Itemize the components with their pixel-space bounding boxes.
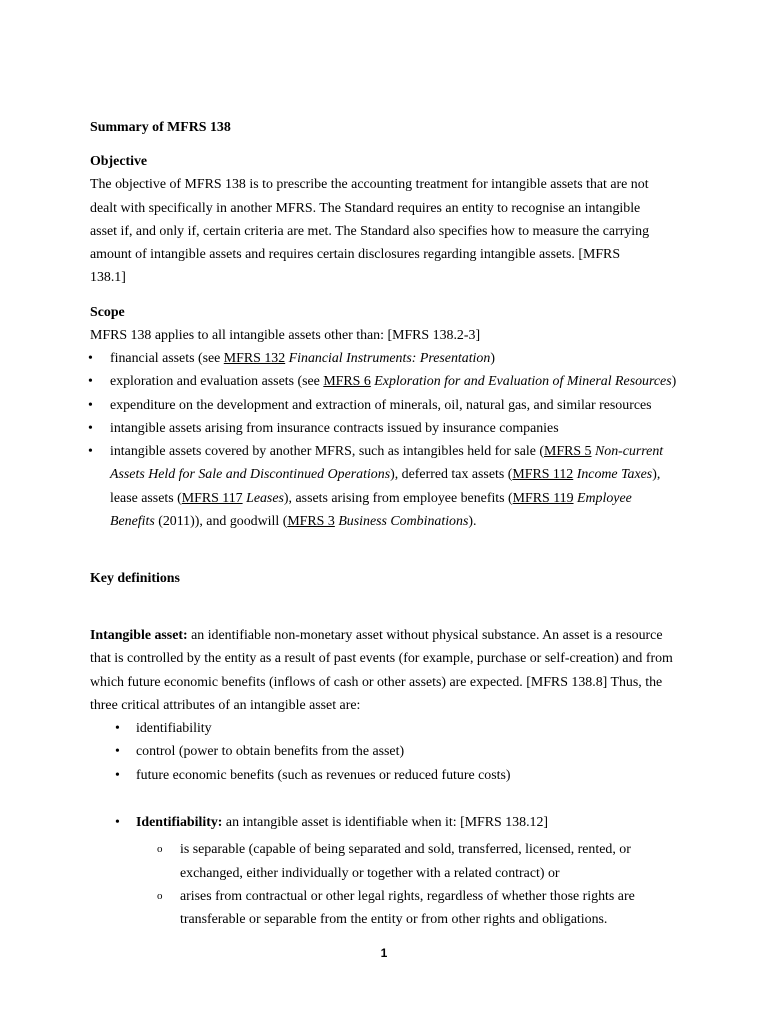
identifiability-section (0, 811, 680, 931)
scope-exclusions-list (0, 347, 680, 533)
mfrs-117-link[interactable]: MFRS 117 (181, 490, 243, 506)
bullet-icon: • (88, 351, 93, 366)
scope-section (90, 301, 680, 348)
mfrs-3-link[interactable]: MFRS 3 (287, 514, 335, 530)
scope-heading: Scope (90, 305, 125, 320)
list-item: o arises from contractual or other legal rights, regardless of whether those rights are transferable or separable from the entity or from other rights and obligations. (0, 885, 640, 932)
key-definitions-heading: Key definitions (90, 571, 180, 586)
objective-heading: Objective (90, 154, 148, 169)
list-item: • financial assets (see MFRS 132 Financial Instruments: Presentation) (0, 347, 680, 370)
objective-text: The objective of MFRS 138 is to prescribe the accounting treatment for intangible assets that are not dealt with specifically in another MFRS. The Standard requires an entity to recognise an intangible asset if, and only if, certain criteria are met. The Standard also specifies how to measure the carrying amount of intangible assets and requires certain disclosures regarding intangible assets. [MFRS 138.1] (90, 177, 650, 286)
bullet-icon: • (115, 815, 120, 830)
circle-bullet-icon: o (157, 889, 163, 902)
list-item: • intangible assets covered by another MFRS, such as intangibles held for sale (MFRS 5 Non-current Assets Held for Sale and Discontinued Operations), deferred tax assets (MFRS 112 Income Taxes), lease assets (MFRS 117 Leases), assets arising from employee benefits (MFRS 119 Employee Benefits (2011)), and goodwill (MFRS 3 Business Combinations). (0, 440, 670, 533)
bullet-icon: • (115, 721, 120, 736)
list-item: o is separable (capable of being separated and sold, transferred, licensed, rented, or exchanged, either individually or together with a related contract) or (0, 838, 640, 885)
circle-bullet-icon: o (157, 843, 163, 856)
bullet-icon: • (115, 744, 120, 760)
attributes-list (0, 717, 680, 787)
mfrs-5-link[interactable]: MFRS 5 (544, 444, 592, 460)
mfrs-132-link[interactable]: MFRS 132 (223, 351, 286, 366)
objective-section (90, 150, 680, 290)
bullet-icon: • (88, 397, 93, 413)
list-item: • identifiability (0, 717, 680, 740)
bullet-icon: • (115, 767, 120, 783)
bullet-icon: • (88, 444, 93, 460)
list-item: • Identifiability: an intangible asset is identifiable when it: [MFRS 138.12] (0, 811, 680, 834)
mfrs-112-link[interactable]: MFRS 112 (512, 467, 574, 483)
mfrs-6-link[interactable]: MFRS 6 (323, 374, 371, 390)
document-title: Summary of MFRS 138 (90, 120, 231, 135)
bullet-icon: • (88, 420, 93, 436)
bullet-icon: • (88, 374, 93, 390)
intangible-asset-definition: Intangible asset: an identifiable non-monetary asset without physical substance. An asset is a resource that is controlled by the entity as a result of past events (for example, purchase or self-creation) and from which future economic benefits (inflows of cash or other assets) are expected. [MFRS 138.8] Thus, the three critical attributes of an intangible asset are: (90, 628, 673, 713)
scope-intro: MFRS 138 applies to all intangible assets other than: [MFRS 138.2-3] (90, 328, 481, 344)
list-item: • expenditure on the development and extraction of minerals, oil, natural gas, and similar resources (0, 394, 680, 417)
list-item: • intangible assets arising from insurance contracts issued by insurance companies (0, 417, 680, 440)
page-number: 1 (380, 946, 388, 960)
mfrs-119-link[interactable]: MFRS 119 (512, 490, 574, 506)
list-item: • future economic benefits (such as revenues or reduced future costs) (0, 764, 680, 787)
list-item: • control (power to obtain benefits from the asset) (0, 740, 680, 763)
list-item: • exploration and evaluation assets (see MFRS 6 Exploration for and Evaluation of Mineral Resources) (0, 370, 680, 393)
